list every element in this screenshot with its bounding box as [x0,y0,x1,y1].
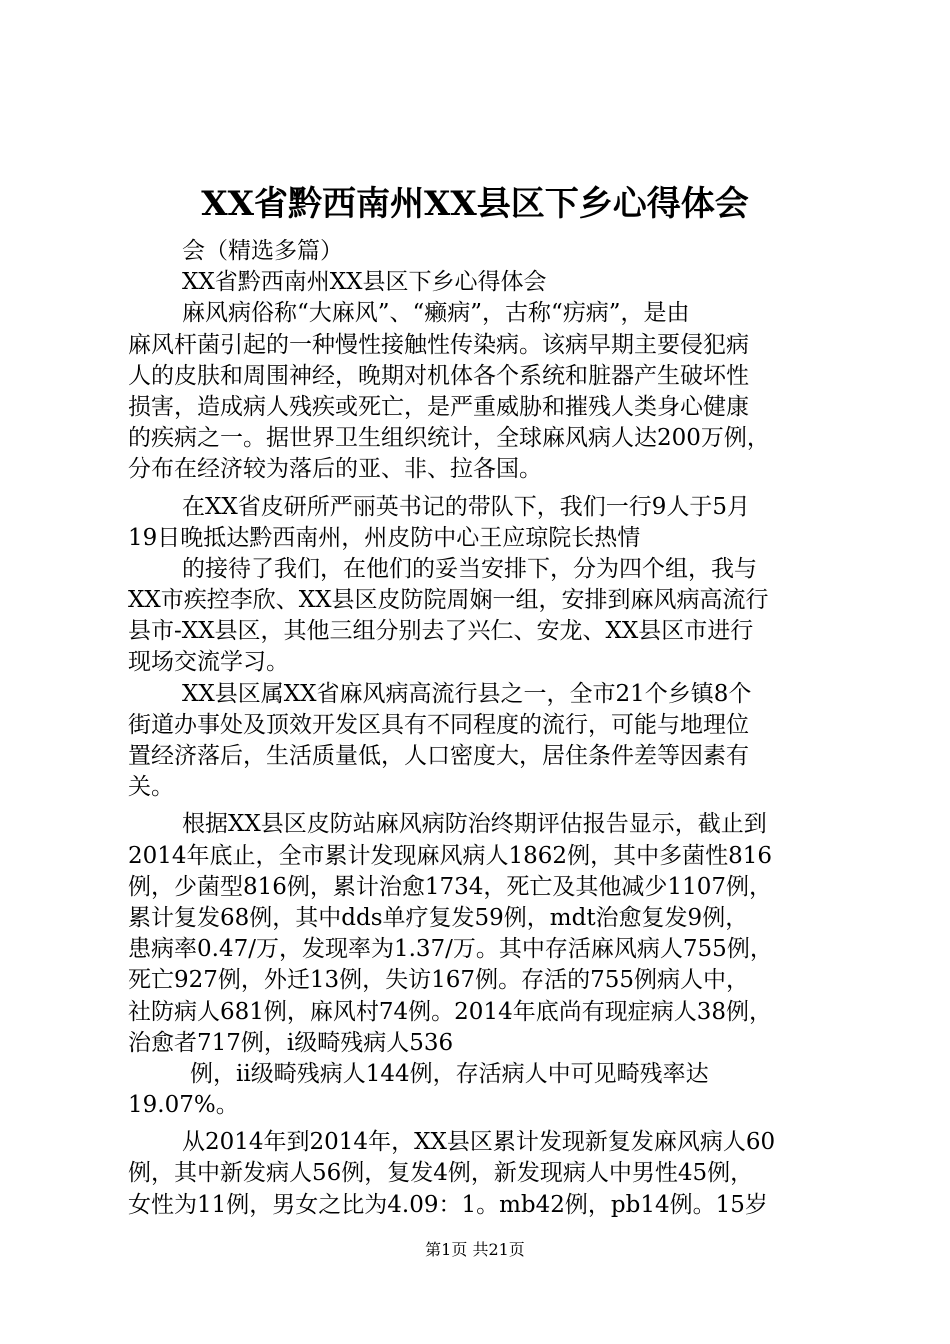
text-line: 治愈者717例，i级畸残病人536 [128,1029,454,1056]
text-line: XX市疾控李欣、XX县区皮防院周娴一组，安排到麻风病高流行 [128,587,769,614]
text-line: 例，少菌型816例，累计治愈1734，死亡及其他减少1107例， [128,873,772,900]
text-line: 关。 [128,774,174,801]
text-line: 19日晚抵达黔西南州，州皮防中心王应琼院长热情 [128,524,641,551]
text-line: 女性为11例，男女之比为4.09：1。mb42例，pb14例。15岁 [128,1191,768,1218]
text-line: 的疾病之一。据世界卫生组织统计，全球麻风病人达200万例， [128,425,770,452]
text-line: XX县区属XX省麻风病高流行县之一，全市21个乡镇8个 [182,680,752,707]
document-body [128,236,834,1221]
text-line: 患病率0.47/万，发现率为1.37/万。其中存活麻风病人755例， [128,936,773,963]
text-line: 分布在经济较为落后的亚、非、拉各国。 [128,456,542,483]
text-line: 累计复发68例，其中dds单疗复发59例，mdt治愈复发9例， [128,904,749,931]
text-line: 死亡927例，外迁13例，失访167例。存活的755例病人中， [128,967,749,994]
text-line: 麻风杆菌引起的一种慢性接触性传染病。该病早期主要侵犯病 [128,331,749,358]
text-line: 损害，造成病人残疾或死亡，是严重威胁和摧残人类身心健康 [128,393,749,420]
text-line: 在XX省皮研所严丽英书记的带队下，我们一行9人于5月 [182,493,751,520]
text-line: 现场交流学习。 [128,649,289,676]
text-line: 例，ii级畸残病人144例，存活病人中可见畸残率达 [190,1060,709,1087]
text-line: 会（精选多篇） [182,238,343,264]
document-title: XX省黔西南州XX县区下乡心得体会 [201,184,749,224]
text-line: 街道办事处及顶效开发区具有不同程度的流行，可能与地理位 [128,711,749,738]
text-line: 县市-XX县区，其他三组分别去了兴仁、安龙、XX县区市进行 [128,618,754,645]
page-footer: 第1页 共21页 [425,1240,525,1259]
text-line: 人的皮肤和周围神经，晚期对机体各个系统和脏器产生破坏性 [128,362,749,389]
text-line: 社防病人681例，麻风村74例。2014年底尚有现症病人38例， [128,998,772,1025]
text-line: XX省黔西南州XX县区下乡心得体会 [182,269,547,296]
text-line: 麻风病俗称“大麻风”、“癞病”，古称“疠病”，是由 [182,300,690,327]
text-line: 的接待了我们，在他们的妥当安排下，分为四个组，我与 [182,555,757,582]
text-line: 2014年底止，全市累计发现麻风病人1862例，其中多菌性816 [128,842,772,869]
text-line: 例，其中新发病人56例，复发4例，新发现病人中男性45例， [128,1160,754,1187]
text-line: 19.07%。 [128,1092,239,1119]
text-line: 根据XX县区皮防站麻风病防治终期评估报告显示，截止到 [182,811,767,838]
text-line: 置经济落后，生活质量低，人口密度大，居住条件差等因素有 [128,743,749,769]
text-line: 从2014年到2014年，XX县区累计发现新复发麻风病人60 [182,1129,776,1156]
